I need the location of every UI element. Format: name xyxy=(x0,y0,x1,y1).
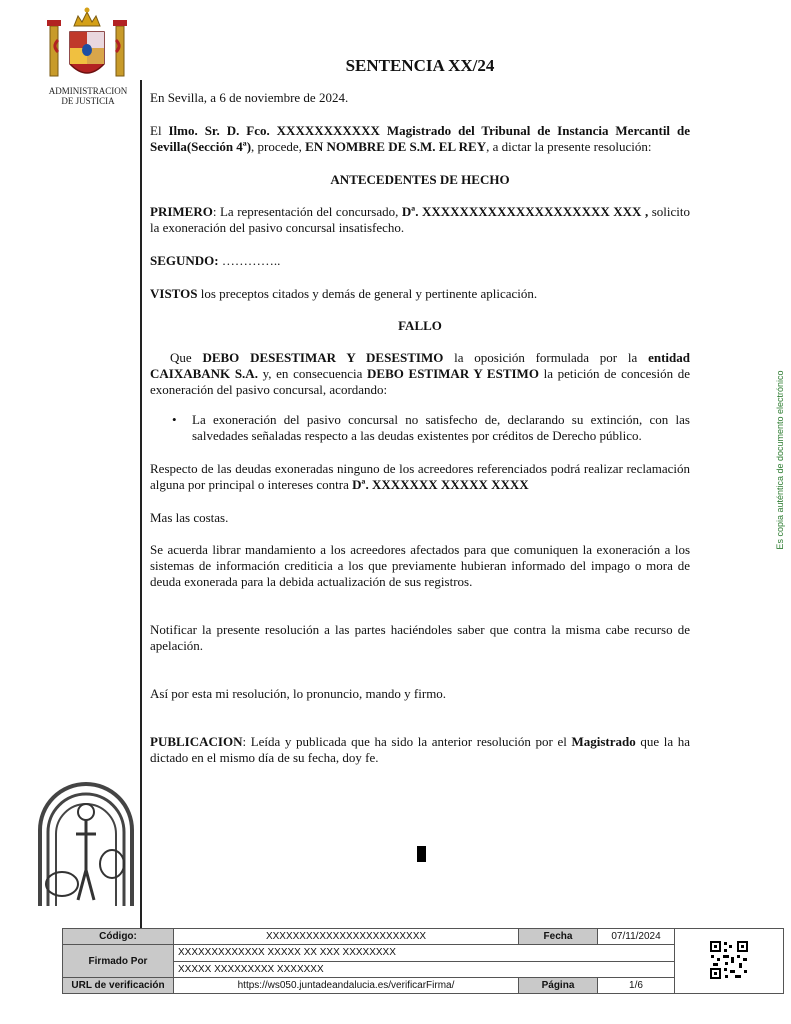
codigo-label: Código: xyxy=(63,929,174,945)
pagina-label: Página xyxy=(519,977,598,993)
primero-text-1: : La representación del concursado, xyxy=(212,204,402,219)
fecha-label: Fecha xyxy=(519,929,598,945)
segundo-paragraph xyxy=(150,253,690,269)
mandamiento-paragraph: Se acuerda librar mandamiento a los acreedores afectados para que comuniquen la exoneración a los sistemas de información crediticia a los que previamente hubieran informado del impago o mora de deuda exonerada para la debida actualización de sus registros. xyxy=(150,542,690,589)
fallo-heading: FALLO xyxy=(398,318,442,333)
signature-footer-table xyxy=(62,928,784,994)
qr-code-icon xyxy=(709,940,749,980)
concursado-name: Dª. XXXXXXXXXXXXXXXXXXXX XXX , xyxy=(401,204,649,219)
primero-text-2: solicito la exoneración del pasivo concursal insatisfecho. xyxy=(150,204,691,235)
primero-paragraph xyxy=(150,204,690,236)
place-date: En Sevilla, a 6 de noviembre de 2024. xyxy=(150,90,349,105)
publicacion-paragraph xyxy=(150,734,690,766)
magistrado-word: Magistrado xyxy=(571,734,636,749)
vistos-label: VISTOS xyxy=(150,286,198,301)
codigo-value: XXXXXXXXXXXXXXXXXXXXXXXX xyxy=(174,929,519,945)
list-item xyxy=(172,412,690,444)
verification-url[interactable]: https://ws050.juntadeandalucia.es/verificarFirma/ xyxy=(174,977,519,993)
fecha-value: 07/11/2024 xyxy=(598,929,675,945)
admin-line-2: DE JUSTICIA xyxy=(61,96,115,106)
electronic-copy-note xyxy=(730,360,791,560)
publicacion-label: PUBLICACION xyxy=(150,734,243,749)
document-body xyxy=(150,58,690,766)
junta-andalucia-emblem-icon xyxy=(36,760,136,910)
firmado-label: Firmado Por xyxy=(63,945,174,978)
fallo-text-4: la petición de concesión de exoneración del pasivo concursal, acordando: xyxy=(150,366,690,397)
url-label: URL de verificación xyxy=(63,977,174,993)
intro-paragraph xyxy=(150,123,690,155)
respecto-text: Respecto de las deudas exoneradas ninguno de los acreedores referenciados podrá realizar reclamación alguna por principal o intereses contra xyxy=(150,461,690,492)
vistos-paragraph xyxy=(150,286,690,302)
intro-text-3: , a dictar la presente resolución: xyxy=(486,139,652,154)
entity-name: entidad CAIXABANK S.A. xyxy=(150,350,690,381)
fallo-paragraph xyxy=(150,350,690,398)
desestimo-text: DEBO DESESTIMAR Y DESESTIMO xyxy=(202,350,444,365)
magistrate-name: Ilmo. Sr. D. Fco. XXXXXXXXXXX Magistrado del Tribunal de Instancia Mercantil de Sevilla(Sección 4ª) xyxy=(150,123,690,154)
table-row xyxy=(63,929,784,945)
bullet-text: La exoneración del pasivo concursal no satisfecho de, declarando su extinción, con las salvedades señaladas respecto a las deudas existentes por créditos de Derecho público. xyxy=(192,412,690,443)
publicacion-text-1: : Leída y publicada que ha sido la anterior resolución por el xyxy=(242,734,572,749)
bullet-icon: • xyxy=(172,412,177,427)
segundo-text: ………….. xyxy=(218,253,281,268)
vistos-text: los preceptos citados y demás de general y pertinente aplicación. xyxy=(197,286,538,301)
estimo-text: DEBO ESTIMAR Y ESTIMO xyxy=(367,366,539,381)
firmado-value-1: XXXXXXXXXXXXX XXXXX XX XXX XXXXXXXX xyxy=(174,945,675,961)
pagina-value: 1/6 xyxy=(598,977,675,993)
fallo-text-1: Que xyxy=(170,350,203,365)
administracion-de-justicia-label xyxy=(38,86,138,106)
document-title: SENTENCIA XX/24 xyxy=(345,56,495,75)
qr-cell xyxy=(675,929,784,994)
en-nombre-del-rey: EN NOMBRE DE S.M. EL REY xyxy=(305,139,487,154)
asi-paragraph: Así por esta mi resolución, lo pronuncio, mando y firmo. xyxy=(150,686,447,701)
margin-rule xyxy=(140,80,142,928)
intro-text-2: , procede, xyxy=(251,139,306,154)
fallo-text-3: y, en consecuencia xyxy=(257,366,368,381)
costas-paragraph: Mas las costas. xyxy=(150,510,229,525)
intro-text-1: El xyxy=(150,123,169,138)
respecto-paragraph xyxy=(150,461,690,493)
primero-label: PRIMERO xyxy=(150,204,213,219)
electronic-copy-text: Es copia auténtica de documento electrónico xyxy=(775,370,785,550)
admin-line-1: ADMINISTRACION xyxy=(48,86,128,96)
notificar-paragraph: Notificar la presente resolución a las partes haciéndoles saber que contra la misma cabe recurso de apelación. xyxy=(150,622,690,653)
publicacion-text-2: que la ha dictado en el mismo día de su fecha, doy fe. xyxy=(150,734,690,765)
segundo-label: SEGUNDO: xyxy=(150,253,219,268)
antecedentes-heading: ANTECEDENTES DE HECHO xyxy=(330,172,510,187)
debtor-name: Dª. XXXXXXX XXXXX XXXX xyxy=(352,477,529,492)
firmado-value-2: XXXXX XXXXXXXXX XXXXXXX xyxy=(174,961,675,977)
page-break-marker xyxy=(417,846,426,862)
spain-coat-of-arms-icon xyxy=(44,6,130,86)
fallo-text-2: la oposición formulada por la xyxy=(443,350,649,365)
